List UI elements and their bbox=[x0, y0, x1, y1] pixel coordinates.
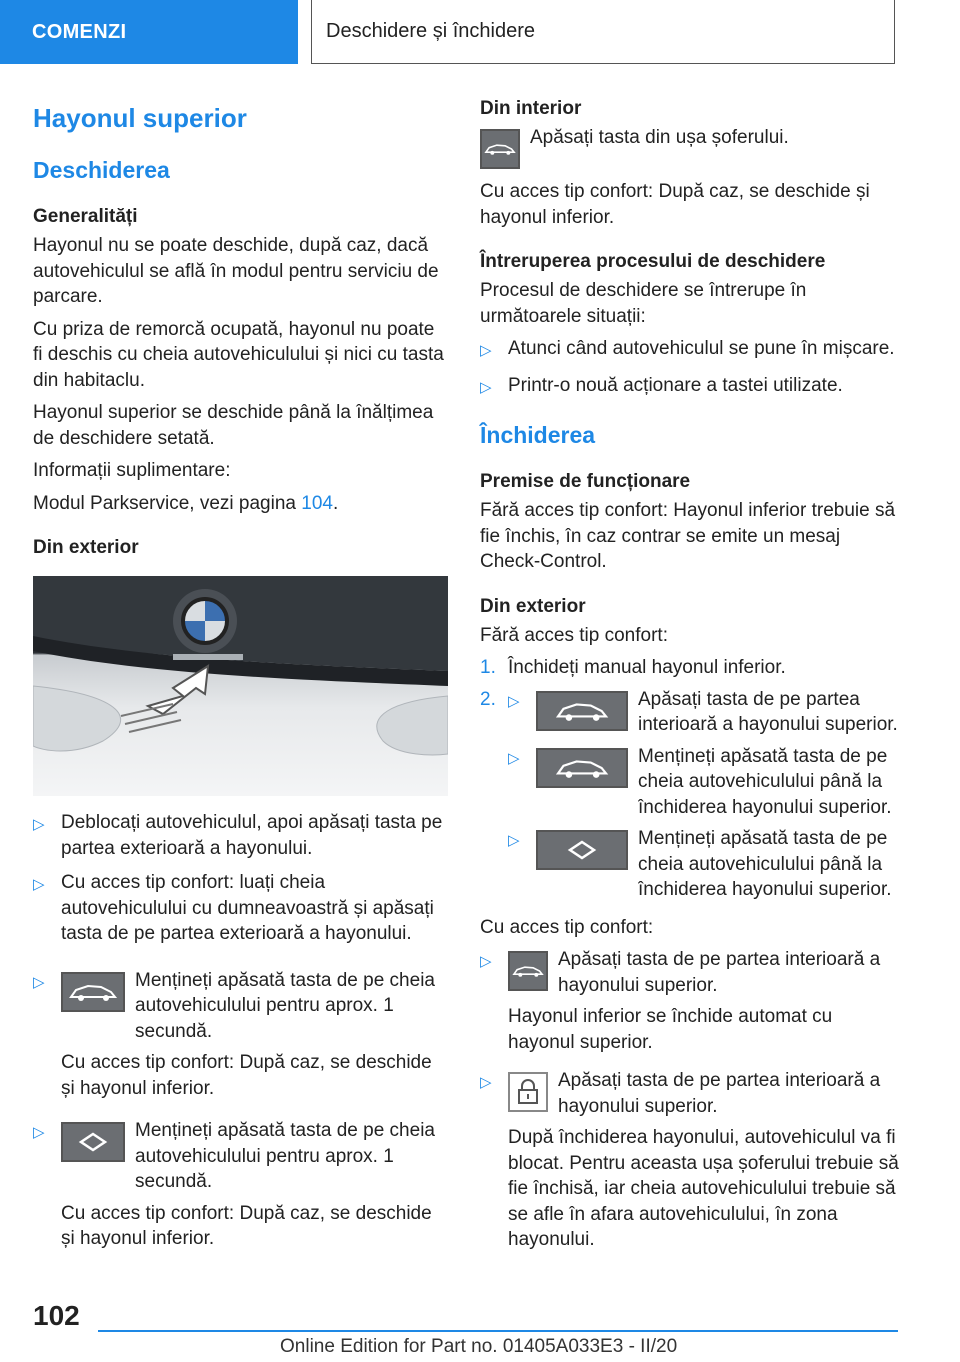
closing-exterior-paragraph: Fără acces tip confort: bbox=[480, 624, 668, 646]
left-column bbox=[33, 96, 448, 1269]
bullet-text: Atunci când autovehiculul se pune în mișcare. bbox=[508, 338, 895, 359]
interior-heading: Din interior bbox=[480, 98, 582, 119]
interior-icon-row bbox=[480, 125, 900, 169]
bullet-text: Mențineți apăsată tasta de pe cheia autovehiculului pentru aprox. 1 secundă. bbox=[135, 969, 435, 1042]
comfort-paragraph: Cu acces tip confort: bbox=[480, 916, 654, 938]
edition-text: Online Edition for Part no. 01405A033E3 - II/20 bbox=[280, 1336, 678, 1357]
general-paragraph-2: Cu priza de remorcă ocupată, hayonul nu poate fi deschis cu cheia autovehiculului și nici cu tasta din habitaclu. bbox=[33, 318, 444, 391]
bullet-triangle-icon: ▷ bbox=[480, 1074, 492, 1091]
interrupt-paragraph: Procesul de deschidere se întrerupe în următoarele situații: bbox=[480, 280, 807, 327]
bullet-triangle-icon: ▷ bbox=[33, 973, 45, 991]
diamond-tailgate-icon bbox=[536, 830, 628, 870]
prereq-paragraph: Fără acces tip confort: Hayonul inferior trebuie să fie închis, în caz contrar se emite un mesaj Check-Control. bbox=[480, 500, 896, 572]
step-number: 2. bbox=[480, 688, 496, 710]
step-2 bbox=[480, 687, 900, 909]
comfort-item-1 bbox=[480, 947, 900, 1062]
reference-text: Modul Parkservice, vezi pagina bbox=[33, 492, 302, 514]
step-1 bbox=[480, 655, 900, 681]
section-opening-heading: Deschiderea bbox=[33, 157, 170, 183]
step-2-item-2 bbox=[508, 744, 900, 821]
bullet-text: Mențineți apăsată tasta de pe cheia autovehiculului până la închiderea hayonului superior. bbox=[638, 745, 892, 818]
bullet-text: Printr-o nouă acționare a tastei utilizate. bbox=[508, 374, 843, 396]
bullet-triangle-icon: ▷ bbox=[33, 1124, 45, 1141]
chapter-tab bbox=[311, 0, 895, 64]
bullet-text: Apăsați tasta de pe partea interioară a hayonului superior. bbox=[558, 1070, 881, 1117]
page-number: 102 bbox=[33, 1300, 80, 1331]
step-2-item-3 bbox=[508, 826, 900, 903]
footer-divider bbox=[98, 1330, 898, 1332]
bullet-subtext: Cu acces tip confort: După caz, se deschide și hayonul inferior. bbox=[61, 1052, 432, 1099]
closing-exterior-heading: Din exterior bbox=[480, 595, 586, 617]
interrupt-bullet-2 bbox=[480, 373, 900, 401]
parkservice-reference bbox=[33, 491, 448, 517]
diamond-tailgate-icon bbox=[61, 1122, 125, 1162]
lock-icon bbox=[508, 1072, 548, 1112]
interrupt-bullet-1 bbox=[480, 336, 900, 364]
car-trunk-icon bbox=[480, 129, 520, 169]
bullet-text: Mențineți apăsată tasta de pe cheia autovehiculului până la închiderea hayonului superior. bbox=[638, 828, 892, 900]
exterior-bullet-1 bbox=[33, 810, 448, 861]
interior-icon-text: Apăsați tasta din ușa șoferului. bbox=[530, 127, 789, 148]
car-trunk-icon bbox=[508, 951, 548, 991]
bullet-triangle-icon: ▷ bbox=[508, 749, 520, 767]
step-2-item-1 bbox=[508, 687, 900, 738]
general-heading: Generalități bbox=[33, 206, 138, 227]
exterior-heading: Din exterior bbox=[33, 537, 139, 558]
exterior-bullet-2 bbox=[33, 870, 448, 947]
bullet-triangle-icon: ▷ bbox=[508, 692, 520, 710]
bullet-text: Deblocați autovehiculul, apoi apăsați tasta pe partea exterioară a hayonului. bbox=[61, 812, 443, 859]
chapter-label: Deschidere și închidere bbox=[326, 20, 535, 42]
interior-paragraph: Cu acces tip confort: După caz, se deschide și hayonul inferior. bbox=[480, 181, 870, 228]
bullet-triangle-icon: ▷ bbox=[480, 953, 492, 970]
interrupt-heading: Întreruperea procesului de deschidere bbox=[480, 251, 826, 272]
bullet-triangle-icon: ▷ bbox=[33, 876, 45, 893]
bullet-subtext: Hayonul inferior se închide automat cu hayonul superior. bbox=[508, 1006, 833, 1053]
general-paragraph-3: Hayonul superior se deschide până la înălțimea de deschidere setată. bbox=[33, 402, 434, 449]
section-tab bbox=[0, 0, 298, 64]
car-trunk-icon bbox=[536, 691, 628, 731]
section-label: COMENZI bbox=[32, 20, 127, 43]
bullet-text: Apăsați tasta de pe partea interioară a hayonului superior. bbox=[638, 688, 898, 735]
section-closing-heading: Închiderea bbox=[480, 422, 596, 448]
bullet-text: Mențineți apăsată tasta de pe cheia autovehiculului pentru aprox. 1 secundă. bbox=[135, 1120, 435, 1192]
key-trunk-bullet bbox=[33, 968, 448, 1109]
bullet-triangle-icon: ▷ bbox=[480, 378, 492, 396]
bullet-triangle-icon: ▷ bbox=[508, 832, 520, 849]
prereq-heading: Premise de funcționare bbox=[480, 471, 691, 492]
bullet-subtext: Cu acces tip confort: După caz, se deschide și hayonul inferior. bbox=[61, 1202, 432, 1249]
right-column bbox=[480, 96, 900, 1260]
car-trunk-icon bbox=[536, 748, 628, 788]
general-paragraph-4: Informații suplimentare: bbox=[33, 460, 231, 481]
tailgate-illustration bbox=[33, 576, 448, 796]
bullet-subtext: După închiderea hayonului, autovehiculul va fi blocat. Pentru aceasta ușa șoferului trebuie să fie închisă, iar cheia autovehiculului trebuie să se afle în afara autovehiculului, în zona hayonului. bbox=[508, 1127, 899, 1250]
comfort-item-2 bbox=[480, 1068, 900, 1260]
general-paragraph-1: Hayonul nu se poate deschide, după caz, dacă autovehiculul se află în modul pentru serviciu de parcare. bbox=[33, 235, 439, 307]
step-text: Închideți manual hayonul inferior. bbox=[508, 657, 786, 678]
bullet-text: Cu acces tip confort: luați cheia autovehiculului cu dumneavoastră și apăsați tasta de pe partea exterioară a hayonului. bbox=[61, 872, 434, 944]
step-number: 1. bbox=[480, 657, 496, 678]
page-link[interactable]: 104 bbox=[301, 492, 333, 514]
tailgate-button-photo bbox=[33, 576, 448, 796]
bullet-triangle-icon: ▷ bbox=[480, 342, 492, 359]
key-tailgate-bullet bbox=[33, 1118, 448, 1259]
page-title: Hayonul superior bbox=[33, 103, 247, 133]
reference-end: . bbox=[332, 492, 339, 514]
bullet-triangle-icon: ▷ bbox=[33, 816, 45, 833]
bullet-text: Apăsați tasta de pe partea interioară a hayonului superior. bbox=[558, 949, 881, 996]
car-trunk-icon bbox=[61, 972, 125, 1012]
